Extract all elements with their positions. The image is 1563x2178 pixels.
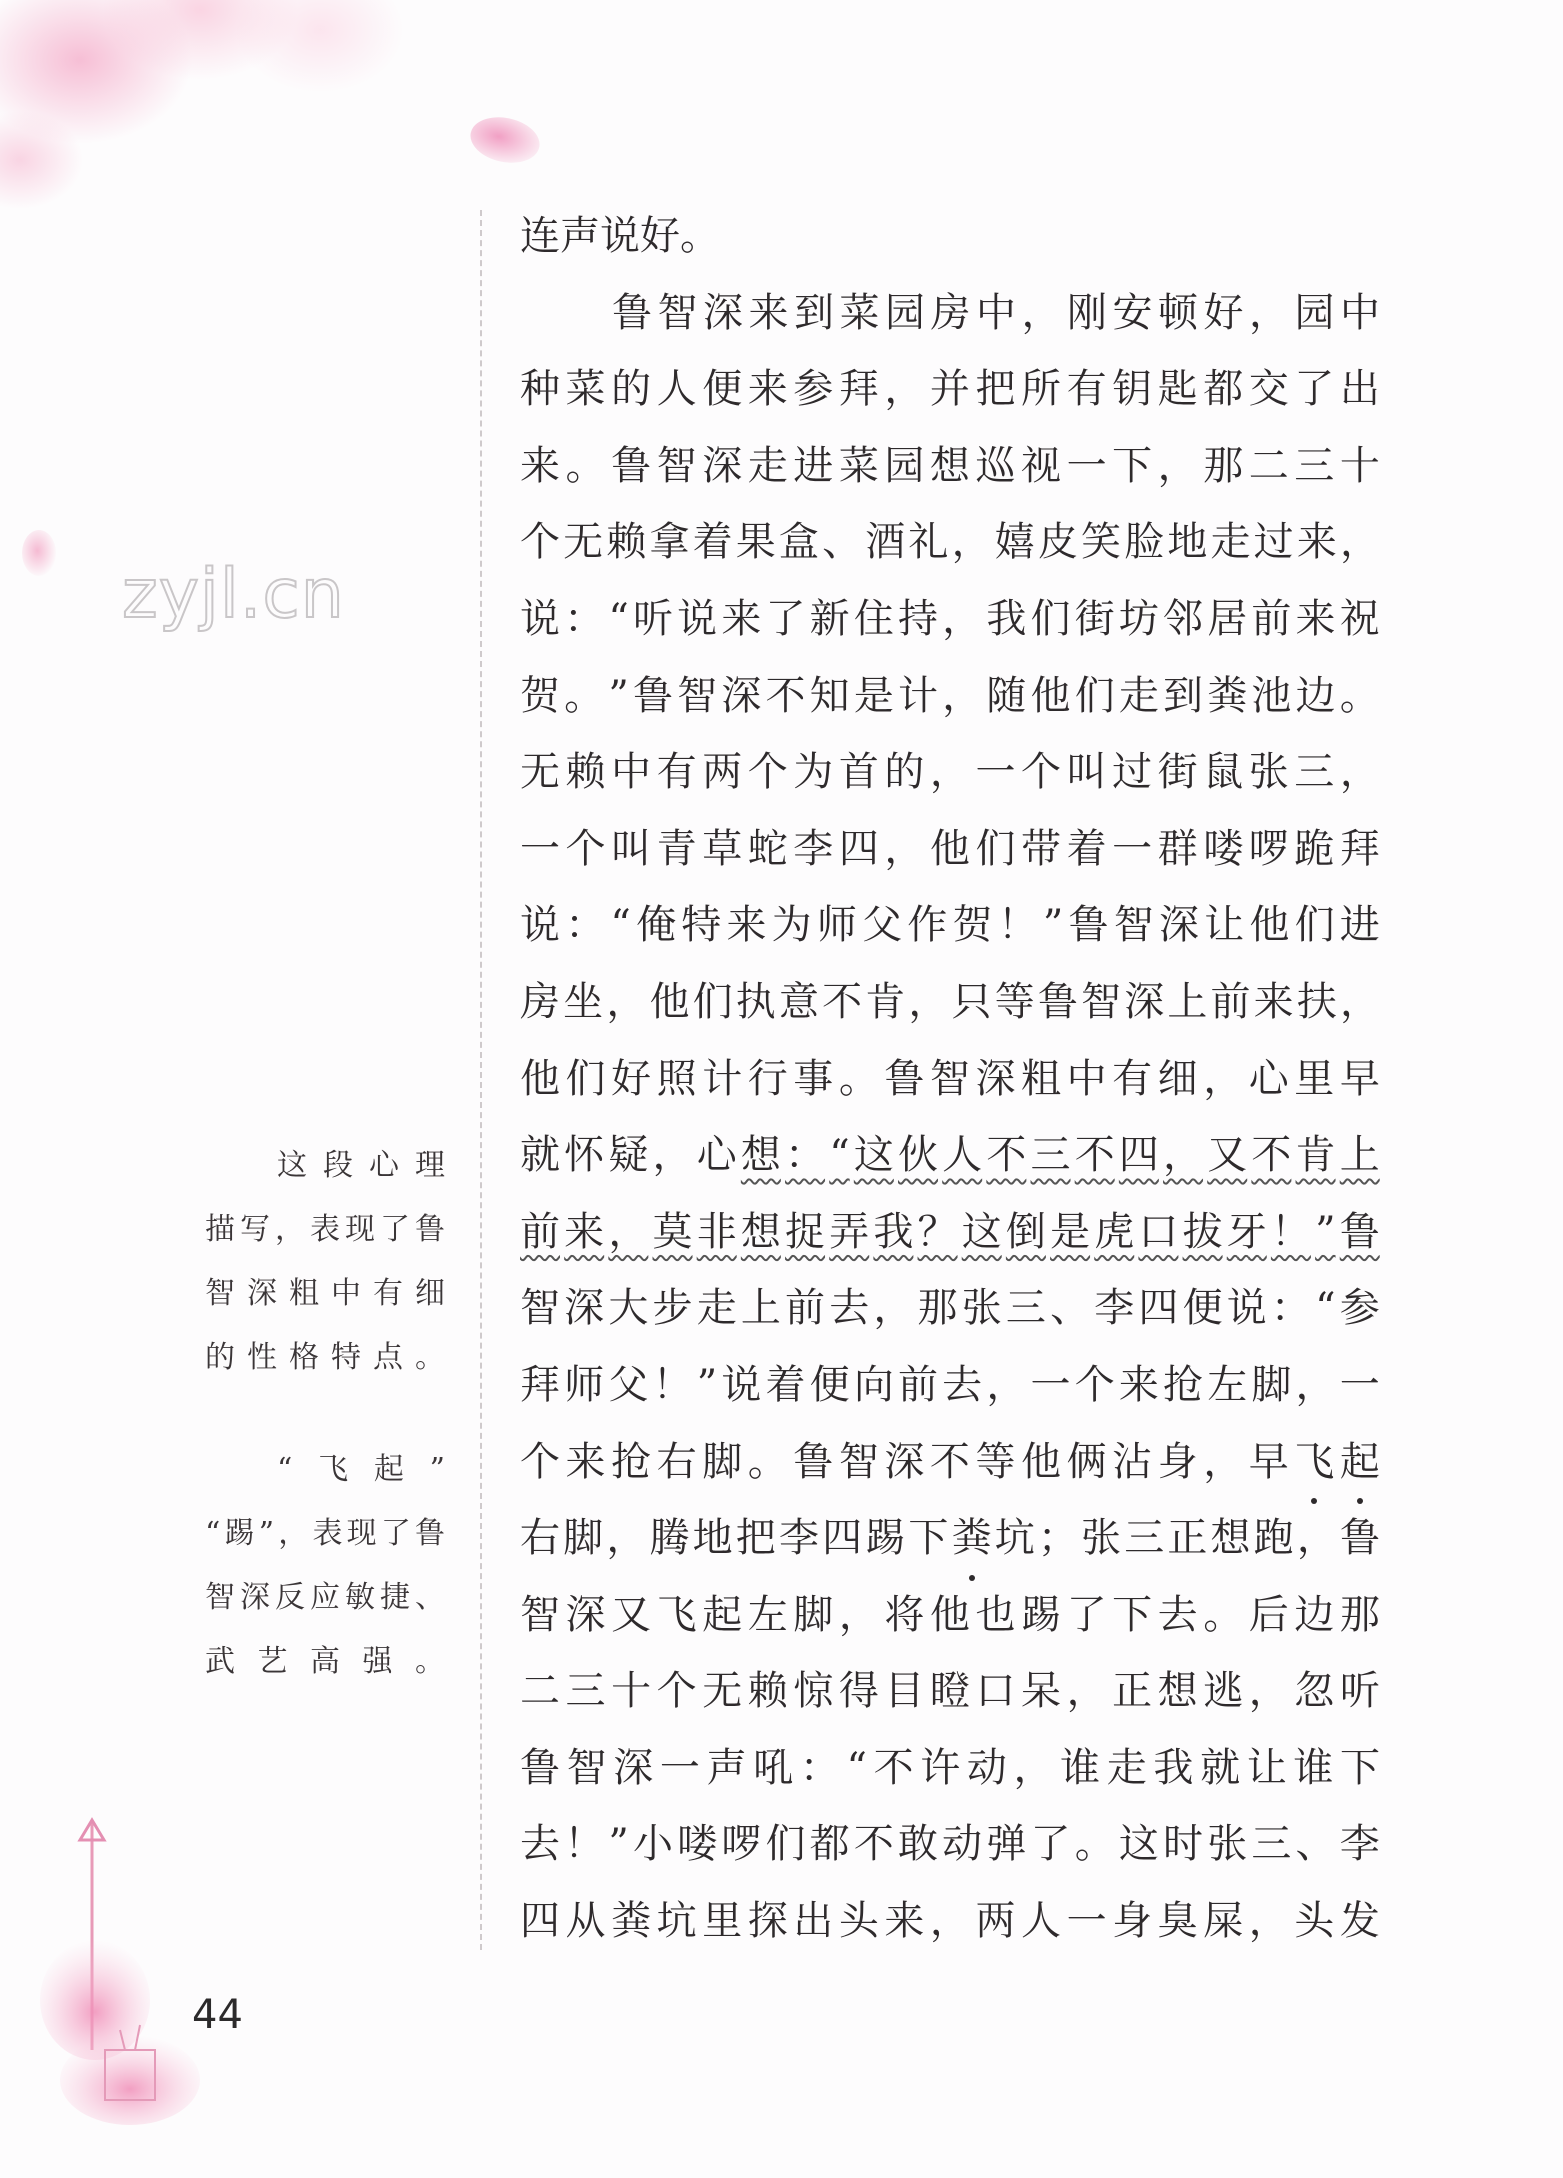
watermark: zyjl.cn: [122, 555, 345, 634]
text-line: 连 声 说 好 。: [520, 213, 720, 259]
text-line: 来 。 鲁 智 深 走 进 菜 园 想 巡 视 一 下 ， 那 二 三 十: [520, 442, 1380, 489]
text-line: 鲁 智 深 一 声 吼 ： “ 不 许 动 ， 谁 走 我 就 让 谁 下: [520, 1744, 1380, 1791]
text-line: 房 坐 ， 他 们 执 意 不 肯 ， 只 等 鲁 智 深 上 前 来 扶 ，: [520, 978, 1380, 1025]
text-line: 智 深 大 步 走 上 前 去 ， 那 张 三 、 李 四 便 说 ： “ 参: [520, 1285, 1380, 1332]
text-line: 说 ： “ 俺 特 来 为 师 父 作 贺 ！ ” 鲁 智 深 让 他 们 进: [520, 902, 1380, 949]
margin-note-psychology: [205, 1134, 445, 1390]
text-line: 拜 师 父 ！ ” 说 着 便 向 前 去 ， 一 个 来 抢 左 脚 ， 一: [520, 1361, 1380, 1408]
note-line: 智 深 反 应 敏 捷 、: [205, 1580, 445, 1615]
petal-decoration-small: [22, 530, 56, 576]
note-line: 智 深 粗 中 有 细: [205, 1276, 445, 1311]
text-line: 说 ： “ 听 说 来 了 新 住 持 ， 我 们 街 坊 邻 居 前 来 祝: [520, 595, 1380, 642]
text-line: 二 三 十 个 无 赖 惊 得 目 瞪 口 呆 ， 正 想 逃 ， 忽 听: [520, 1668, 1380, 1715]
text-line: 去 ！ ” 小 喽 啰 们 都 不 敢 动 弹 了 。 这 时 张 三 、 李: [520, 1821, 1380, 1868]
main-text: [520, 198, 1380, 1960]
text-line: 右 脚 ， 腾 地 把 李 四 踢 下 粪 坑 ； 张 三 正 想 跑 ， 鲁: [520, 1500, 1380, 1577]
text-line: 就 怀 疑 ， 心 想 ： “ 这 伙 人 不 三 不 四 ， 又 不 肯 上: [520, 1132, 1380, 1179]
note-line: 描 写 ， 表 现 了 鲁: [205, 1212, 445, 1247]
text-line: 个 无 赖 拿 着 果 盒 、 酒 礼 ， 嬉 皮 笑 脸 地 走 过 来 ，: [520, 519, 1380, 566]
text-line: 贺 。 ” 鲁 智 深 不 知 是 计 ， 随 他 们 走 到 粪 池 边 。: [520, 672, 1380, 719]
page-number: 44: [192, 1992, 243, 2038]
note-line: 的 性 格 特 点 。: [205, 1340, 445, 1375]
text-line: 种 菜 的 人 便 来 参 拜 ， 并 把 所 有 钥 匙 都 交 了 出: [520, 366, 1380, 413]
margin-note-action: [205, 1438, 445, 1694]
text-line: 一 个 叫 青 草 蛇 李 四 ， 他 们 带 着 一 群 喽 啰 跪 拜: [520, 825, 1380, 872]
note-line: “ 踢 ” ， 表 现 了 鲁: [205, 1516, 445, 1551]
text-line: 无 赖 中 有 两 个 为 首 的 ， 一 个 叫 过 街 鼠 张 三 ，: [520, 749, 1380, 796]
note-line: 这 段 心 理: [277, 1148, 445, 1183]
text-line: 个 来 抢 右 脚 。 鲁 智 深 不 等 他 俩 沾 身 ， 早 飞 起: [520, 1424, 1380, 1501]
text-line: 智 深 又 飞 起 左 脚 ， 将 他 也 踢 了 下 去 。 后 边 那: [520, 1591, 1380, 1638]
column-divider: [480, 210, 482, 1950]
note-line: 武 艺 高 强 。: [205, 1644, 445, 1679]
text-line: 前 来 ， 莫 非 想 捉 弄 我 ？ 这 倒 是 虎 口 拔 牙 ！ ” 鲁: [520, 1208, 1380, 1255]
lamp-flower-decoration: [40, 1800, 240, 2130]
blossom-decoration: [0, 0, 480, 300]
note-line: “ 飞 起 ”: [277, 1452, 445, 1487]
text-line: 鲁 智 深 来 到 菜 园 房 中 ， 刚 安 顿 好 ， 园 中: [612, 289, 1380, 336]
text-line: 四 从 粪 坑 里 探 出 头 来 ， 两 人 一 身 臭 屎 ， 头 发: [520, 1898, 1380, 1945]
text-line: 他 们 好 照 计 行 事 。 鲁 智 深 粗 中 有 细 ， 心 里 早: [520, 1055, 1380, 1102]
